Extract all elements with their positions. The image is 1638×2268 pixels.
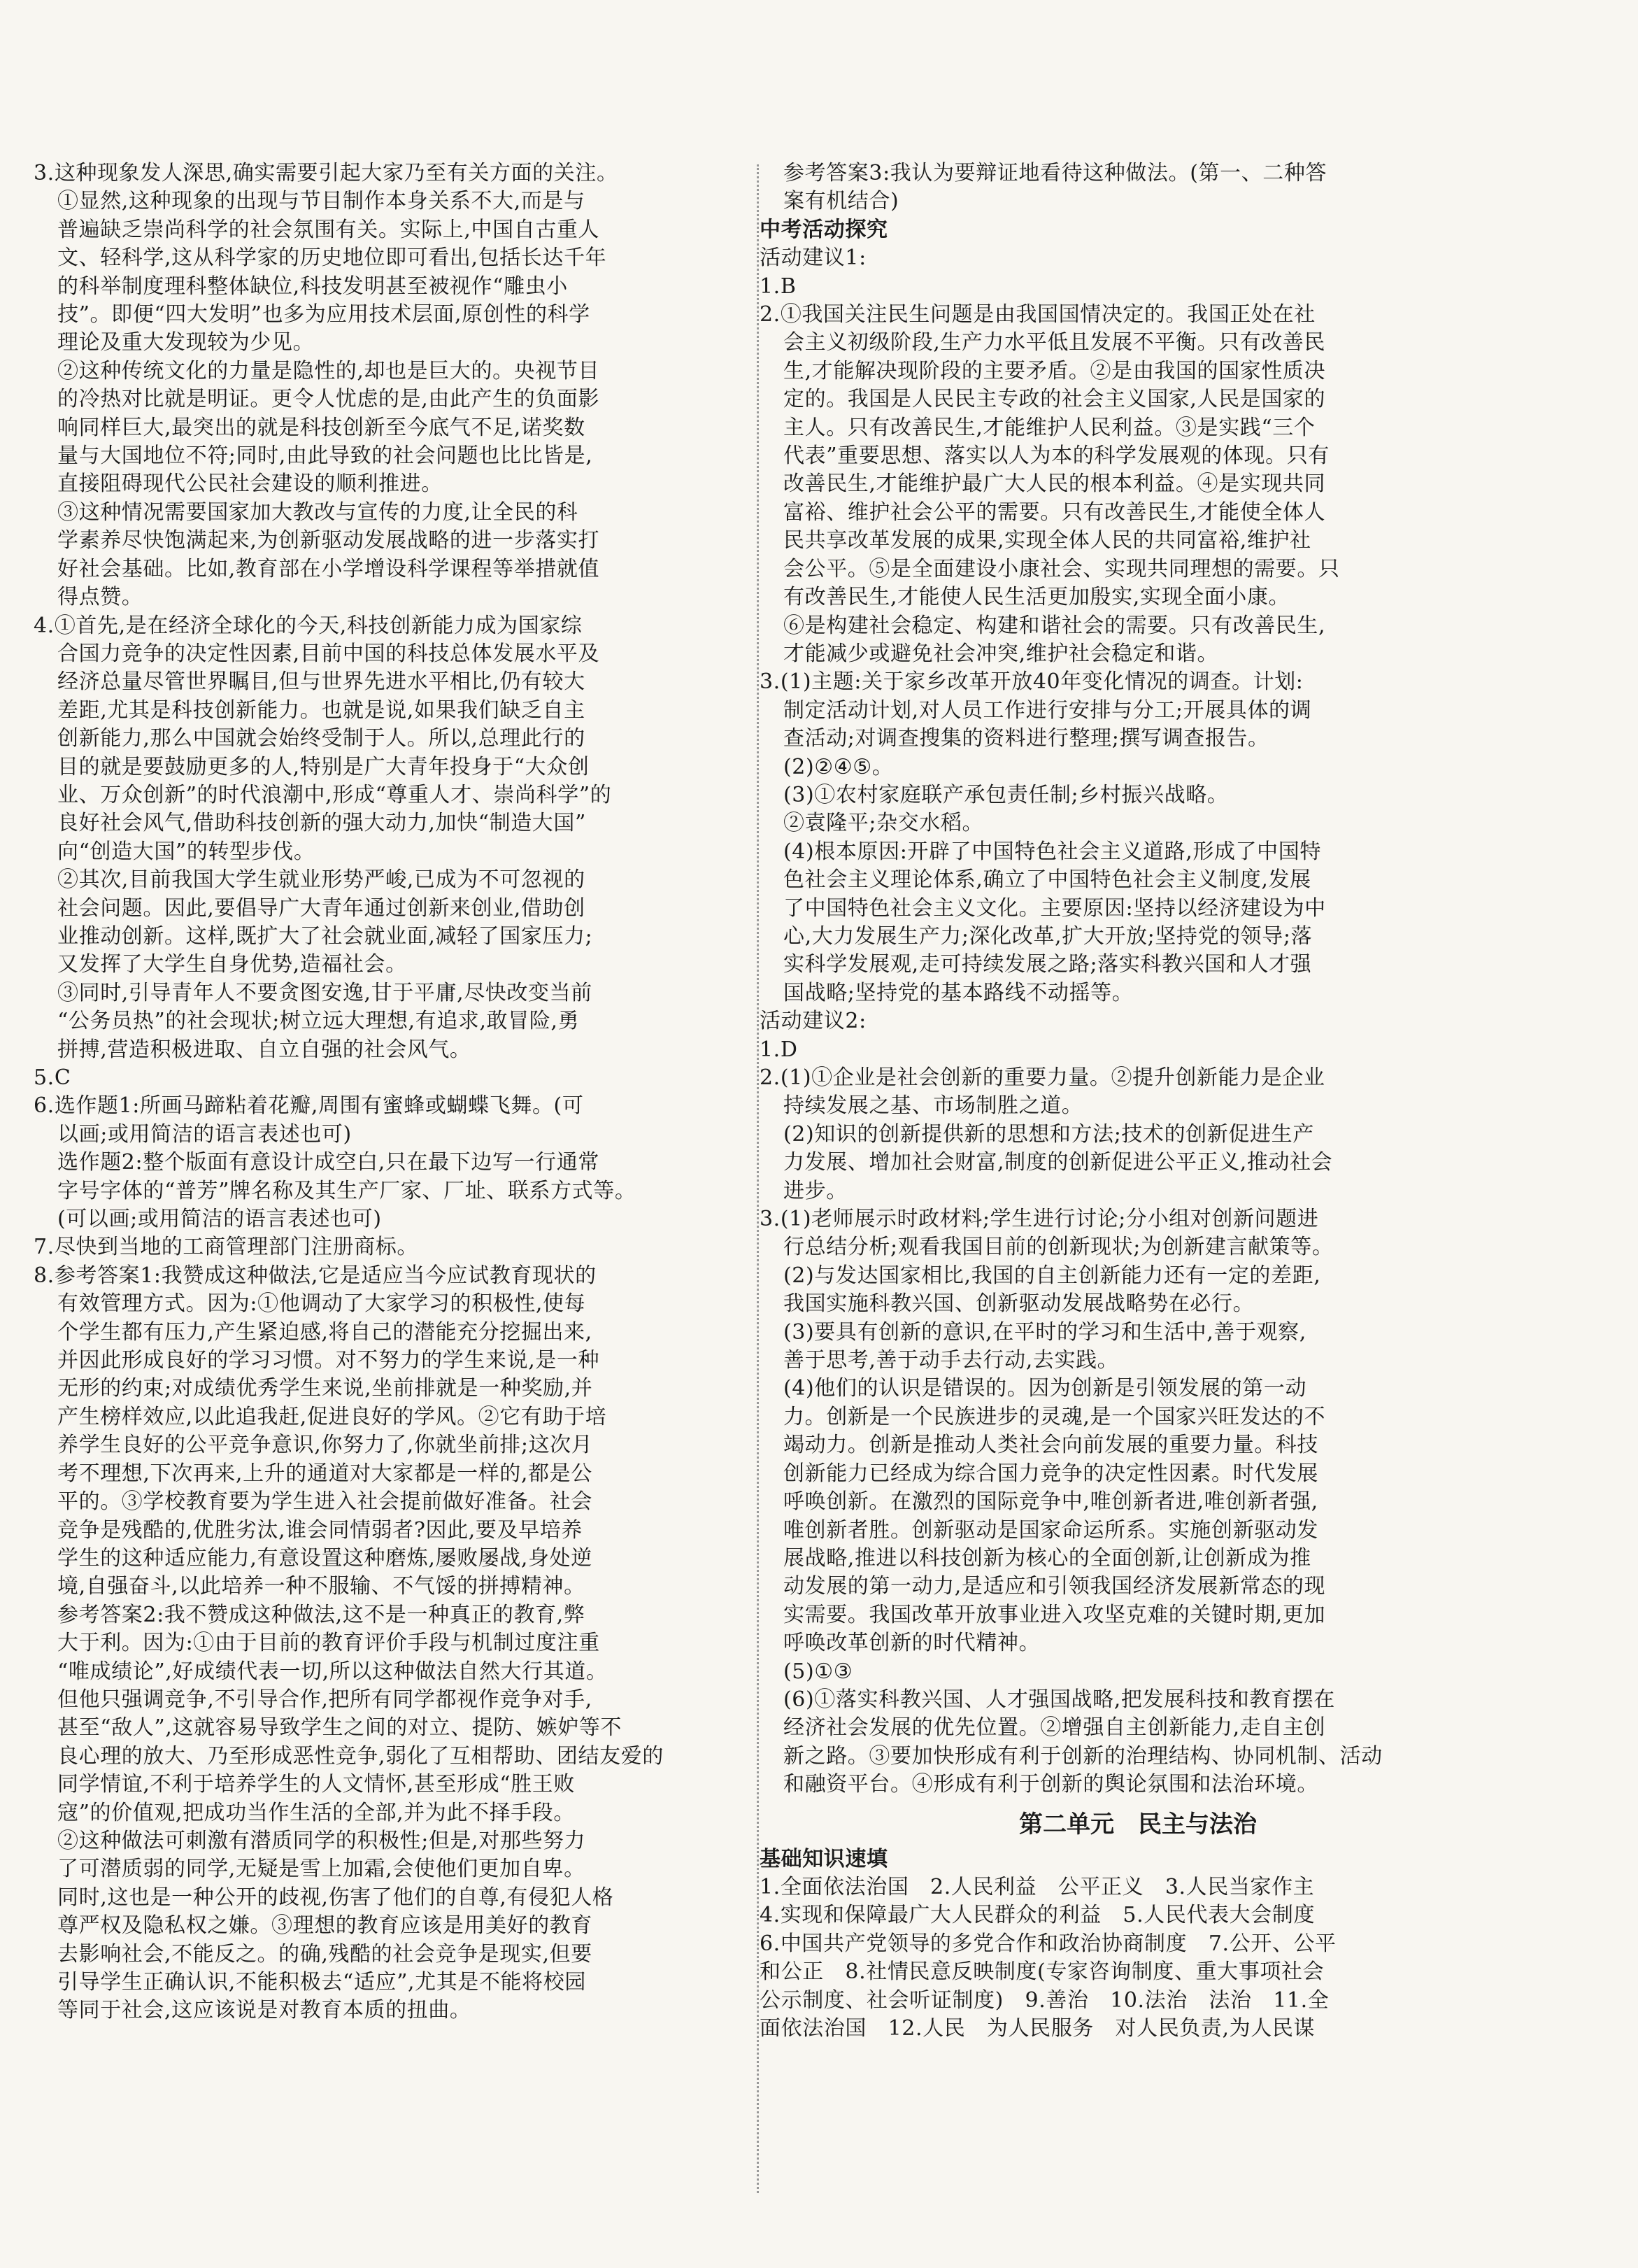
answer-line: 创新能力,那么中国就会始终受制于人。所以,总理此行的: [57, 726, 585, 751]
answer-line: 会主义初级阶段,生产力水平低且发展不平衡。只有改善民: [783, 330, 1326, 355]
answer-line: 养学生良好的公平竞争意识,你努力了,你就坐前排;这次月: [57, 1433, 593, 1458]
right-top-section: [754, 160, 1522, 1799]
answer-line: 寇”的价值观,把成功当作生活的全部,并为此不择手段。: [57, 1800, 576, 1825]
answer-line: ②袁隆平;杂交水稻。: [783, 811, 984, 836]
answer-line: 普遍缺乏崇尚科学的社会氛围有关。实际上,中国自古重人: [57, 217, 600, 242]
answer-line: 同时,这也是一种公开的歧视,伤害了他们的自尊,有侵犯人格: [57, 1885, 614, 1910]
answer-line: 查活动;对调查搜集的资料进行整理;撰写调查报告。: [783, 726, 1269, 751]
answer-line: 活动建议2:: [760, 1009, 867, 1034]
answer-line: 响同样巨大,最突出的就是科技创新至今底气不足,诺奖数: [57, 415, 585, 440]
answer-line: (2)知识的创新提供新的思想和方法;技术的创新促进生产: [783, 1121, 1314, 1147]
answer-line: 3.(1)老师展示时政材料;学生进行讨论;分小组对创新问题进: [760, 1207, 1319, 1232]
answer-line: 经济总量尽管世界瞩目,但与世界先进水平相比,仍有较大: [57, 669, 585, 695]
answer-line: (2)②④⑤。: [783, 754, 894, 779]
answer-line: 心,大力发展生产力;深化改革,扩大开放;坚持党的领导;落: [783, 923, 1313, 949]
answer-line: 国战略;坚持党的基本路线不动摇等。: [783, 980, 1134, 1005]
answer-line: 富裕、维护社会公平的需要。只有改善民生,才能使全体人: [783, 499, 1326, 525]
answer-line: 和公正 8.社情民意反映制度(专家咨询制度、重大事项社会: [760, 1959, 1325, 1985]
answer-line: 6.选作题1:所画马蹄粘着花瓣,周围有蜜蜂或蝴蝶飞舞。(可: [34, 1093, 584, 1119]
answer-line: (3)要具有创新的意识,在平时的学习和生活中,善于观察,: [783, 1319, 1306, 1345]
answer-line: 境,自强奋斗,以此培养一种不服输、不气馁的拼搏精神。: [57, 1574, 585, 1599]
answer-line: 1.D: [760, 1037, 798, 1062]
answer-line: 呼唤创新。在激烈的国际竞争中,唯创新者进,唯创新者强,: [783, 1489, 1318, 1515]
answer-line: 进步。: [783, 1178, 848, 1203]
answer-line: 新之路。③要加快形成有利于创新的治理结构、协同机制、活动: [783, 1743, 1383, 1769]
answer-line: 7.尽快到当地的工商管理部门注册商标。: [34, 1235, 419, 1260]
section-heading: 基础知识速填: [760, 1846, 888, 1871]
answer-line: 同学情谊,不利于培养学生的人文情怀,甚至形成“胜王败: [57, 1772, 576, 1797]
left-column: [28, 160, 769, 2025]
answer-line: 良好社会风气,借助科技创新的强大动力,加快“制造大国”: [57, 811, 586, 836]
answer-line: 6.中国共产党领导的多党合作和政治协商制度 7.公开、公平: [760, 1931, 1337, 1956]
answer-line: ⑥是构建社会稳定、构建和谐社会的需要。只有改善民生,: [783, 613, 1326, 638]
answer-line: 代表”重要思想、落实以人为本的科学发展观的体现。只有: [783, 444, 1330, 469]
answer-line: 和融资平台。④形成有利于创新的舆论氛围和法治环境。: [783, 1772, 1318, 1797]
answer-line: 引导学生正确认识,不能积极去“适应”,尤其是不能将校园: [57, 1970, 586, 1994]
answer-line: 无形的约束;对成绩优秀学生来说,坐前排就是一种奖励,并: [57, 1376, 593, 1401]
answer-line: (3)①农村家庭联产承包责任制;乡村振兴战略。: [783, 782, 1229, 807]
answer-line: ③同时,引导青年人不要贪图安逸,甘于平庸,尽快改变当前: [57, 980, 592, 1005]
answer-line: ②这种做法可刺激有潜质同学的积极性;但是,对那些努力: [57, 1828, 586, 1853]
answer-line: 差距,尤其是科技创新能力。也就是说,如果我们缺乏自主: [57, 697, 585, 723]
answer-line: 社会问题。因此,要倡导广大青年通过创新来创业,借助创: [57, 895, 585, 921]
answer-line: 了中国特色社会主义文化。主要原因:坚持以经济建设为中: [783, 895, 1326, 921]
answer-line: 实需要。我国改革开放事业进入攻坚克难的关键时期,更加: [783, 1602, 1326, 1627]
answer-line: 考不理想,下次再来,上升的通道对大家都是一样的,都是公: [57, 1461, 592, 1486]
answer-line: 善于思考,善于动手去行动,去实践。: [783, 1348, 1119, 1373]
answer-line: 4.实现和保障最广大人民群众的利益 5.人民代表大会制度: [760, 1903, 1316, 1928]
answer-line: 动发展的第一动力,是适应和引领我国经济发展新常态的现: [783, 1574, 1326, 1599]
answer-line: 了可潜质弱的同学,无疑是雪上加霜,会使他们更加自卑。: [57, 1857, 585, 1882]
answer-line: 实科学发展观,走可持续发展之路;落实科教兴国和人才强: [783, 952, 1312, 977]
answer-line: 但他只强调竞争,不引导合作,把所有同学都视作竞争对手,: [57, 1687, 592, 1712]
answer-line: 好社会基础。比如,教育部在小学增设科学课程等举措就值: [57, 556, 600, 581]
answer-line: 行总结分析;观看我国目前的创新现状;为创新建言献策等。: [783, 1235, 1334, 1260]
answer-line: 量与大国地位不符;同时,由此导致的社会问题也比比皆是,: [57, 444, 593, 469]
right-bottom-section: [754, 1845, 1522, 2043]
answer-line: 8.参考答案1:我赞成这种做法,它是适应当今应试教育现状的: [34, 1263, 597, 1288]
answer-line: 等同于社会,这应该说是对教育本质的扭曲。: [57, 1998, 471, 2023]
answer-line: ②这种传统文化的力量是隐性的,却也是巨大的。央视节目: [57, 358, 600, 383]
answer-line: 力发展、增加社会财富,制度的创新促进公平正义,推动社会: [783, 1150, 1333, 1175]
answer-line: 向“创造大国”的转型步伐。: [57, 839, 315, 864]
answer-line: 业、万众创新”的时代浪潮中,形成“尊重人才、崇尚科学”的: [57, 782, 612, 807]
answer-line: ③这种情况需要国家加大教改与宣传的力度,让全民的科: [57, 499, 578, 525]
answer-line: 业推动创新。这样,既扩大了社会就业面,减轻了国家压力;: [57, 923, 593, 949]
answer-line: 色社会主义理论体系,确立了中国特色社会主义制度,发展: [783, 867, 1311, 893]
answer-line: 1.全面依法治国 2.人民利益 公平正义 3.人民当家作主: [760, 1874, 1315, 1899]
answer-line: 力。创新是一个民族进步的灵魂,是一个国家兴旺发达的不: [783, 1404, 1326, 1429]
answer-line: 竭动力。创新是推动人类社会向前发展的重要力量。科技: [783, 1433, 1318, 1458]
answer-line: 经济社会发展的优先位置。②增强自主创新能力,走自主创: [783, 1715, 1326, 1741]
answer-line: “唯成绩论”,好成绩代表一切,所以这种做法自然大行其道。: [57, 1659, 608, 1684]
answer-line: 案有机结合): [783, 189, 899, 214]
answer-line: 公示制度、社会听证制度) 9.善治 10.法治 法治 11.全: [760, 1987, 1330, 2013]
answer-line: 有效管理方式。因为:①他调动了大家学习的积极性,使每: [57, 1291, 586, 1317]
answer-line: 大于利。因为:①由于目前的教育评价手段与机制过度注重: [57, 1631, 600, 1656]
answer-line: 甚至“敌人”,这就容易导致学生之间的对立、提防、嫉妒等不: [57, 1715, 622, 1741]
answer-line: 唯创新者胜。创新驱动是国家命运所系。实施创新驱动发: [783, 1517, 1318, 1543]
answer-line: “公务员热”的社会现状;树立远大理想,有追求,敢冒险,勇: [57, 1009, 580, 1034]
answer-line: (6)①落实科教兴国、人才强国战略,把发展科技和教育摆在: [783, 1687, 1335, 1712]
answer-line: ①显然,这种现象的出现与节目制作本身关系不大,而是与: [57, 189, 585, 214]
answer-line: 主人。只有改善民生,才能维护人民利益。③是实践“三个: [783, 415, 1316, 440]
answer-line: 学素养尽快饱满起来,为创新驱动发展战略的进一步落实打: [57, 528, 600, 553]
answer-line: 创新能力已经成为综合国力竞争的决定性因素。时代发展: [783, 1461, 1318, 1486]
answer-line: 参考答案2:我不赞成这种做法,这不是一种真正的教育,弊: [57, 1602, 585, 1627]
answer-line: 的冷热对比就是明证。更令人忧虑的是,由此产生的负面影: [57, 387, 600, 412]
answer-line: 参考答案3:我认为要辩证地看待这种做法。(第一、二种答: [783, 161, 1327, 185]
answer-line: 活动建议1:: [760, 246, 867, 271]
answer-line: 1.B: [760, 274, 797, 299]
answer-line: (可以画;或用简洁的语言表述也可): [57, 1207, 382, 1232]
answer-line: 民共享改革发展的成果,实现全体人民的共同富裕,维护社: [783, 528, 1311, 553]
answer-line: 制定活动计划,对人员工作进行安排与分工;开展具体的调: [783, 697, 1312, 723]
answer-line: 选作题2:整个版面有意设计成空白,只在最下边写一行通常: [57, 1150, 599, 1175]
answer-line: 会公平。⑤是全面建设小康社会、实现共同理想的需要。只: [783, 556, 1340, 581]
answer-line: (4)根本原因:开辟了中国特色社会主义道路,形成了中国特: [783, 839, 1321, 864]
answer-line: 改善民生,才能维护最广大人民的根本利益。④是实现共同: [783, 472, 1326, 497]
answer-line: 以画;或用简洁的语言表述也可): [57, 1121, 352, 1147]
answer-line: 定的。我国是人民民主专政的社会主义国家,人民是国家的: [783, 387, 1326, 412]
answer-line: 面依法治国 12.人民 为人民服务 对人民负责,为人民谋: [760, 2016, 1316, 2041]
answer-line: 文、轻科学,这从科学家的历史地位即可看出,包括长达千年: [57, 246, 607, 271]
answer-line: 5.C: [34, 1065, 71, 1090]
answer-line: 的科举制度理科整体缺位,科技发明甚至被视作“雕虫小: [57, 274, 568, 299]
answer-line: 良心理的放大、乃至形成恶性竞争,弱化了互相帮助、团结友爱的: [57, 1743, 664, 1769]
answer-line: 2.(1)①企业是社会创新的重要力量。②提升创新能力是企业: [760, 1065, 1325, 1090]
answer-line: 技”。即便“四大发明”也多为应用技术层面,原创性的科学: [57, 302, 590, 327]
answer-line: 才能减少或避免社会冲突,维护社会稳定和谐。: [783, 641, 1219, 666]
answer-line: 去影响社会,不能反之。的确,残酷的社会竞争是现实,但要: [57, 1941, 592, 1966]
answer-line: 生,才能解决现阶段的主要矛盾。②是由我国的国家性质决: [783, 358, 1326, 383]
answer-line: 目的就是要鼓励更多的人,特别是广大青年投身于“大众创: [57, 754, 590, 779]
answer-line: 3.这种现象发人深思,确实需要引起大家乃至有关方面的关注。: [34, 161, 618, 185]
answer-line: 产生榜样效应,以此追我赶,促进良好的学风。②它有助于培: [57, 1404, 607, 1429]
section-heading: 中考活动探究: [760, 217, 888, 242]
answer-line: 呼唤改革创新的时代精神。: [783, 1631, 1041, 1656]
answer-line: ②其次,目前我国大学生就业形势严峻,已成为不可忽视的: [57, 867, 585, 893]
answer-line: 3.(1)主题:关于家乡改革开放40年变化情况的调查。计划:: [760, 669, 1304, 695]
answer-line: 理论及重大发现较为少见。: [57, 330, 315, 355]
answer-line: 得点赞。: [57, 585, 143, 610]
answer-line: 并因此形成良好的学习习惯。对不努力的学生来说,是一种: [57, 1348, 600, 1373]
answer-line: 字号字体的“普芳”牌名称及其生产厂家、厂址、联系方式等。: [57, 1178, 636, 1203]
answer-line: 合国力竞争的决定性因素,目前中国的科技总体发展水平及: [57, 641, 600, 666]
answer-line: 竞争是残酷的,优胜劣汰,谁会同情弱者?因此,要及早培养: [57, 1517, 583, 1543]
answer-line: 直接阻碍现代公民社会建设的顺利推进。: [57, 472, 443, 497]
unit-title: 第二单元 民主与法治: [1019, 1810, 1257, 1838]
answer-line: 我国实施科教兴国、创新驱动发展战略势在必行。: [783, 1291, 1255, 1317]
answer-line: 4.①首先,是在经济全球化的今天,科技创新能力成为国家综: [34, 613, 583, 638]
answer-line: 2.①我国关注民生问题是由我国国情决定的。我国正处在社: [760, 302, 1316, 327]
answer-line: 持续发展之基、市场制胜之道。: [783, 1093, 1083, 1119]
right-column: [754, 160, 1522, 2043]
answer-line: 有改善民生,才能使人民生活更加殷实,实现全面小康。: [783, 585, 1290, 610]
answer-line: (4)他们的认识是错误的。因为创新是引领发展的第一动: [783, 1376, 1307, 1401]
answer-line: (2)与发达国家相比,我国的自主创新能力还有一定的差距,: [783, 1263, 1321, 1288]
answer-line: 又发挥了大学生自身优势,造福社会。: [57, 952, 407, 977]
answer-line: 个学生都有压力,产生紧迫感,将自己的潜能充分挖掘出来,: [57, 1319, 592, 1345]
answer-line: 尊严权及隐私权之嫌。③理想的教育应该是用美好的教育: [57, 1913, 592, 1939]
answer-line: 平的。③学校教育要为学生进入社会提前做好准备。社会: [57, 1489, 592, 1515]
answer-line: 展战略,推进以科技创新为核心的全面创新,让创新成为推: [783, 1545, 1311, 1571]
answer-line: (5)①③: [783, 1659, 853, 1684]
answer-line: 拼搏,营造积极进取、自立自强的社会风气。: [57, 1037, 471, 1062]
answer-line: 学生的这种适应能力,有意设置这种磨炼,屡败屡战,身处逆: [57, 1545, 592, 1571]
